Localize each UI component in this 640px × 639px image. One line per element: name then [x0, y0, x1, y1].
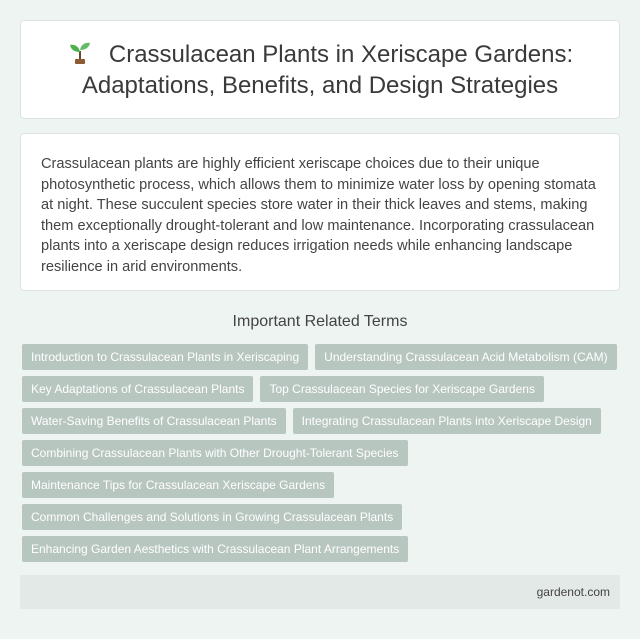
- footer-site-link[interactable]: gardenot.com: [536, 585, 610, 599]
- related-term-tag[interactable]: Understanding Crassulacean Acid Metabolism (CAM): [315, 344, 616, 370]
- footer: [20, 575, 620, 609]
- related-term-tag[interactable]: Integrating Crassulacean Plants into Xeriscape Design: [293, 408, 601, 434]
- related-term-tag[interactable]: Water-Saving Benefits of Crassulacean Plants: [22, 408, 286, 434]
- description-card: [20, 133, 620, 291]
- page-title: [40, 39, 600, 101]
- tag-row: [22, 536, 620, 562]
- tag-row: [22, 440, 620, 466]
- related-term-tag[interactable]: Common Challenges and Solutions in Growing Crassulacean Plants: [22, 504, 402, 530]
- title-card: [20, 20, 620, 119]
- related-terms-list: [22, 344, 620, 568]
- tag-row: [22, 376, 620, 402]
- description-text: Crassulacean plants are highly efficient xeriscape choices due to their unique photosynthetic process, which allows them to minimize water loss by opening stomata at night. These succulent species store water in their thick leaves and stems, making them exceptionally drought-tolerant and low maintenance. Incorporating crassulacean plants into a xeriscape design reduces irrigation needs while enhancing landscape resilience in arid environments.: [41, 156, 596, 275]
- tag-row: [22, 472, 620, 498]
- related-term-tag[interactable]: Introduction to Crassulacean Plants in Xeriscaping: [22, 344, 308, 370]
- related-terms-heading: Important Related Terms: [232, 313, 408, 330]
- tag-row: [22, 344, 620, 370]
- page-title-text: Crassulacean Plants in Xeriscape Gardens: Adaptations, Benefits, and Design Strategies: [81, 40, 574, 99]
- related-term-tag[interactable]: Top Crassulacean Species for Xeriscape Gardens: [260, 376, 543, 402]
- related-term-tag[interactable]: Maintenance Tips for Crassulacean Xeriscape Gardens: [22, 472, 334, 498]
- tag-row: [22, 408, 620, 434]
- related-term-tag[interactable]: Combining Crassulacean Plants with Other Drought-Tolerant Species: [22, 440, 408, 466]
- related-term-tag[interactable]: Key Adaptations of Crassulacean Plants: [22, 376, 253, 402]
- sprout-icon: [67, 39, 93, 65]
- related-term-tag[interactable]: Enhancing Garden Aesthetics with Crassulacean Plant Arrangements: [22, 536, 408, 562]
- tag-row: [22, 504, 620, 530]
